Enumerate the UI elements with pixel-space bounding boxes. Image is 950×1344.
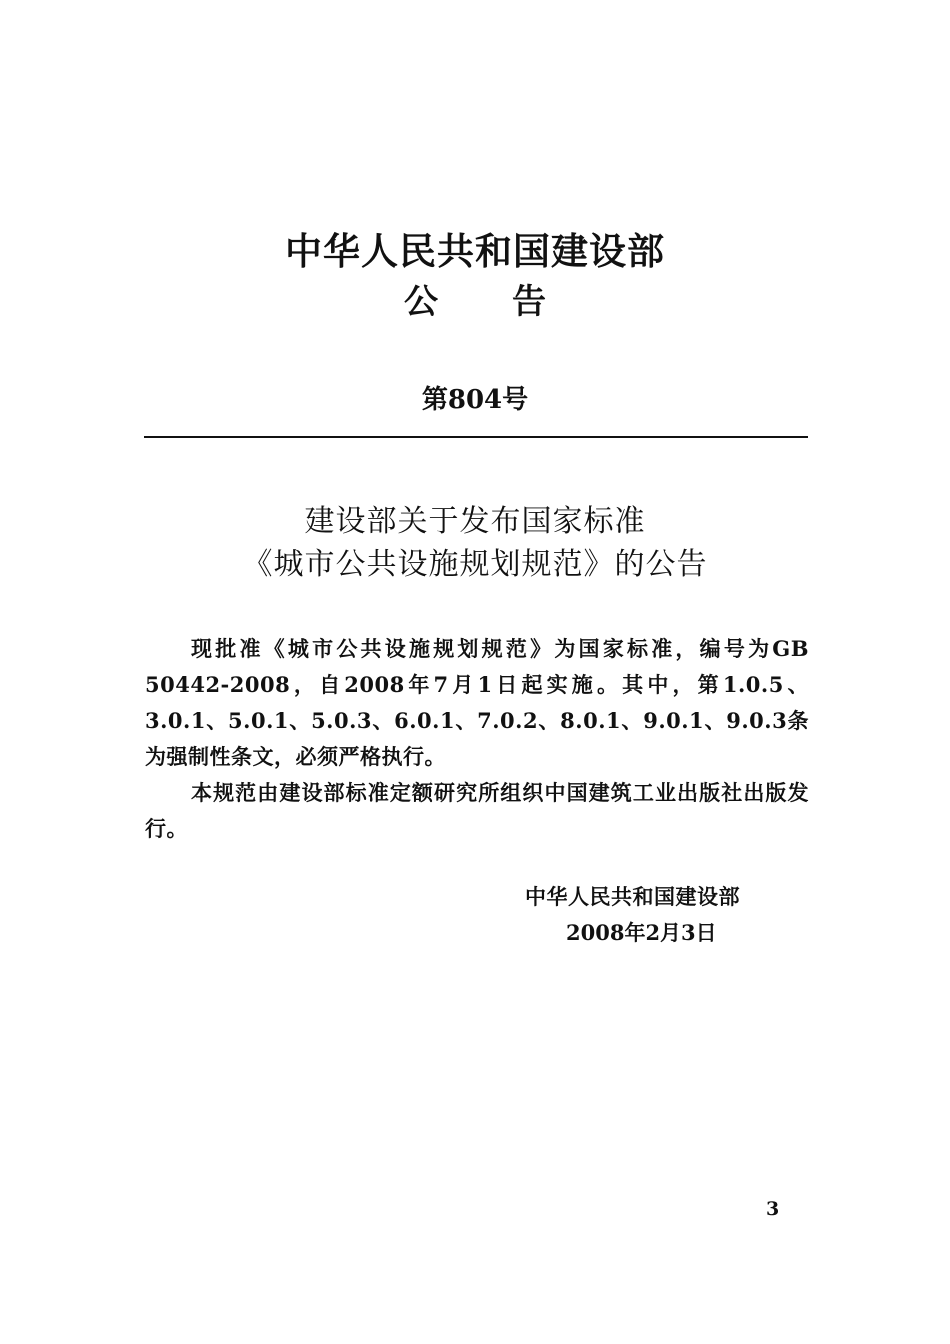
signature-date: 2008年2月3日 — [566, 920, 717, 945]
notice-label-left: 公 — [404, 282, 438, 322]
notice-number: 第804号 — [421, 385, 529, 415]
body-paragraph-publishing: 本规范由建设部标准定额研究所组织中国建筑工业出版社出版发行。 — [145, 780, 809, 841]
document-title-line-1: 建设部关于发布国家标准 — [304, 504, 646, 539]
ministry-title: 中华人民共和国建设部 — [285, 230, 665, 273]
document-title-line-2: 《城市公共设施规划规范》的公告 — [242, 547, 708, 582]
notice-label — [0, 280, 950, 324]
body-paragraph-approval: 现批准《城市公共设施规划规范》为国家标准，编号为GB 50442-2008，自2008年7月1日起实施。其中，第1.0.5、3.0.1、5.0.1、5.0.3、6.0.1、7.0.2、8.0.1、9.0.1、9.0.3条为强制性条文，必须严格执行。 — [145, 636, 809, 769]
page-number: 3 — [766, 1198, 780, 1220]
notice-label-right: 告 — [512, 282, 546, 322]
header-divider — [144, 436, 808, 438]
signature-organization: 中华人民共和国建设部 — [525, 884, 740, 909]
